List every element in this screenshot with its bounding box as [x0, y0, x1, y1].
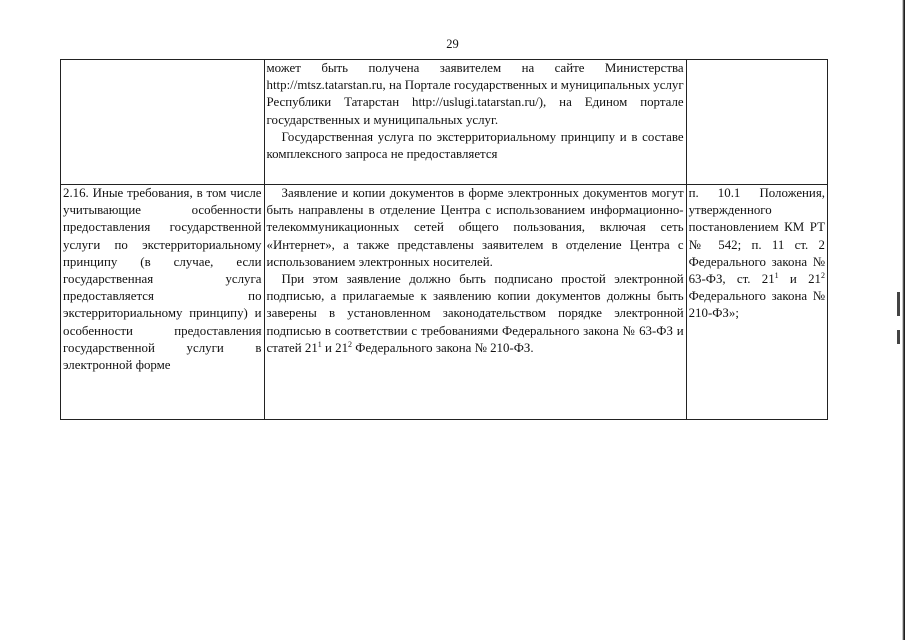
- scan-mark: [897, 292, 900, 316]
- text-fragment: п. 10.1 Положения, утвержденного постановлением КМ РТ № 542; п. 11 ст. 2 Федерального закона № 63-ФЗ, ст. 21: [688, 186, 825, 287]
- table-cell-legal-basis: [686, 185, 827, 420]
- text-fragment: Федерального закона № 210-ФЗ.: [352, 340, 534, 355]
- table-cell-description: [264, 60, 686, 185]
- table-cell-legal-basis: [686, 60, 827, 185]
- requirements-table: [60, 59, 828, 420]
- page-number: 29: [446, 37, 459, 51]
- superscript: 2: [348, 339, 353, 349]
- table-row: [61, 60, 828, 185]
- table-cell-requirement: [61, 60, 265, 185]
- text-fragment: и 21: [321, 340, 349, 355]
- paragraph: Государственная услуга по экстерриториальному принципу и в составе комплексного запроса не предоставляется: [266, 129, 684, 162]
- text-fragment: Федерального закона № 210-ФЗ»;: [688, 289, 825, 321]
- superscript: 1: [317, 339, 322, 349]
- table-cell-requirement: [61, 185, 265, 420]
- table-row: [61, 185, 828, 420]
- table-cell-description: [264, 185, 686, 420]
- requirement-text: 2.16. Иные требования, в том числе учитывающие особенности предоставления государственной услуги по экстерриториальному принципу (в случае, если государственная услуга предоставляется по экстерриториальному принципу) и особенности предоставления государственной услуги в электронной форме: [63, 186, 262, 373]
- legal-basis-text: [689, 185, 825, 323]
- text-fragment: При этом заявление должно быть подписано простой электронной подписью, а прилагаемые к заявлению копии документов должны быть заверены в установленном законодательством порядке электронной подписью в соответствии с требованиями Федерального закона № 63-ФЗ и статей 21: [266, 272, 684, 355]
- scan-mark: [897, 330, 900, 344]
- paragraph: [267, 271, 684, 357]
- text-fragment: и 21: [778, 272, 821, 287]
- paragraph: Заявление и копии документов в форме электронных документов могут быть направлены в отделение Центра с использованием информационно-телекоммуникационных сетей общего пользования, включая сеть «Интернет», а также представлены заявителем в отделение Центра с использованием электронных носителей.: [266, 186, 684, 269]
- paragraph: может быть получена заявителем на сайте Министерства http://mtsz.tatarstan.ru, на Портале государственных и муниципальных услуг Республики Татарстан http://uslugi.tatarstan.ru/), на Едином портале государственных и муниципальных услуг.: [266, 61, 684, 127]
- superscript: 1: [774, 271, 779, 281]
- superscript: 2: [820, 271, 825, 281]
